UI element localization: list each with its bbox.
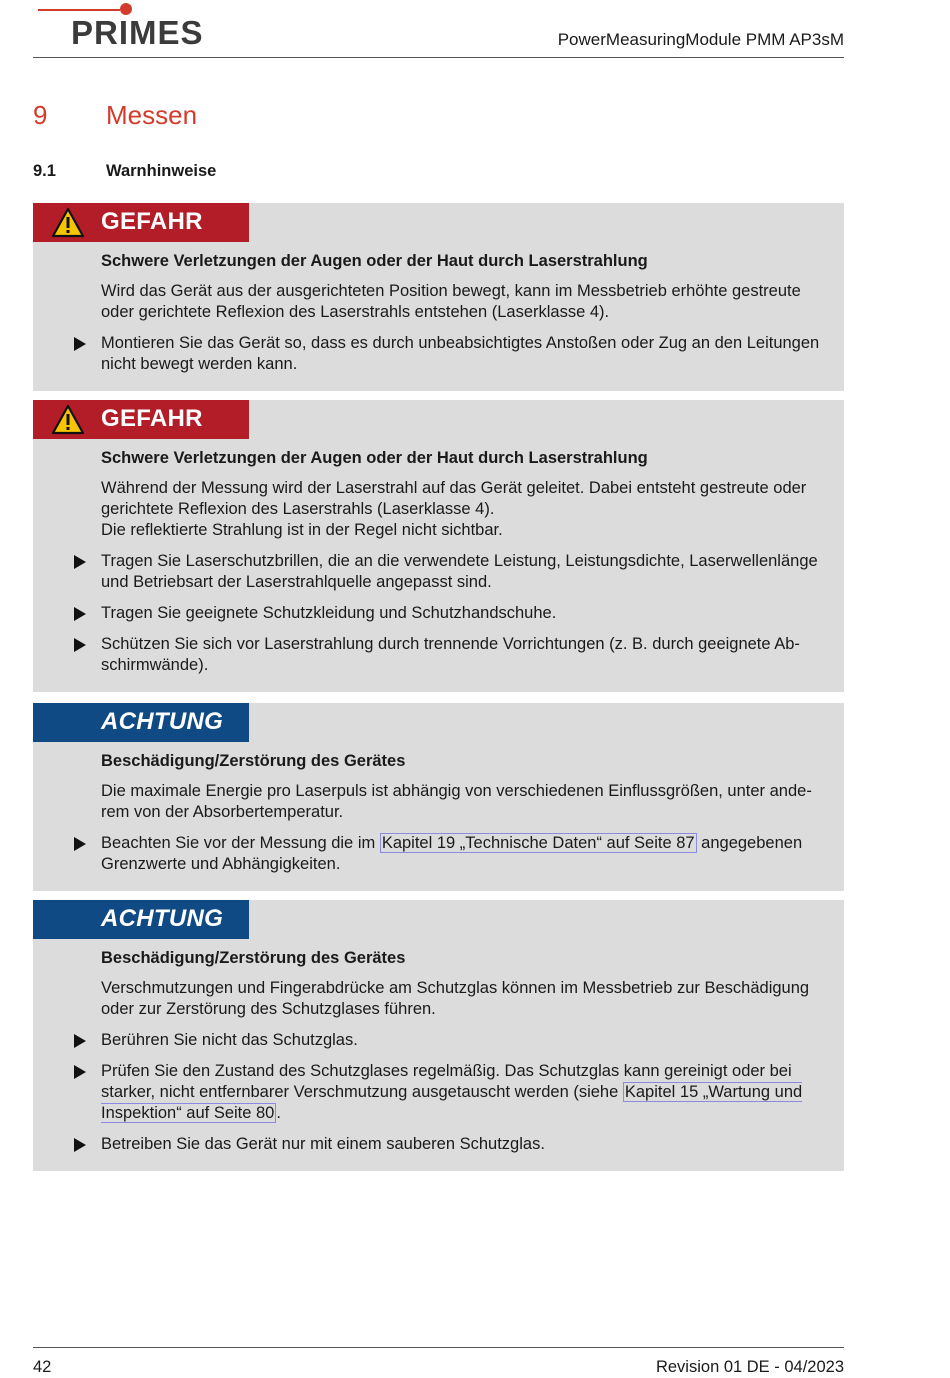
box-text: Wird das Gerät aus der ausgerichteten Position bewegt, kann im Messbetrieb erhöhte gestreute oder gerichtete Reflexion des Laserstrahls entstehen (Laserklasse 4). (101, 282, 801, 321)
signal-word: ACHTUNG (101, 905, 224, 932)
action-step (101, 1030, 836, 1051)
primes-logo (34, 0, 214, 50)
notice-box (33, 900, 844, 1171)
triangle-bullet-icon (74, 1138, 86, 1152)
chapter-number: 9 (33, 100, 48, 130)
step-text: . (276, 1104, 281, 1122)
triangle-bullet-icon (74, 607, 86, 621)
step-text: Berühren Sie nicht das Schutzglas. (101, 1031, 358, 1049)
chapter-title: Messen (106, 100, 198, 130)
signal-word: ACHTUNG (101, 708, 224, 735)
action-step (101, 833, 836, 875)
header-rule (33, 57, 844, 58)
action-step (101, 603, 836, 624)
box-text: Während der Messung wird der Laserstrahl auf das Gerät geleitet. Dabei entsteht gestreute oder gerichtete Reflexion des Laserstrahls (Laserklasse 4). Die reflektierte Strahlung ist in der Regel nicht sichtbar. (101, 479, 807, 539)
box-text: Verschmutzungen und Fingerabdrücke am Schutzglas können im Messbetrieb zur Beschädigung oder zur Zerstörung des Schutzglases führen. (101, 979, 810, 1018)
box-subheading: Beschädigung/Zerstörung des Gerätes (101, 949, 406, 967)
action-step (101, 1061, 836, 1124)
triangle-bullet-icon (74, 837, 86, 851)
action-step (101, 634, 836, 676)
signal-word: GEFAHR (101, 208, 203, 235)
triangle-bullet-icon (74, 1065, 86, 1079)
triangle-bullet-icon (74, 555, 86, 569)
action-step (101, 333, 836, 375)
step-text: Tragen Sie geeignete Schutzkleidung und Schutzhandschuhe. (101, 604, 557, 622)
triangle-bullet-icon (74, 638, 86, 652)
box-text: Die maximale Energie pro Laserpuls ist abhängig von verschiedenen Einflussgrößen, unter ande-rem von der Absorbertemperatur. (101, 782, 812, 821)
section-title: Warnhinweise (106, 162, 217, 180)
danger-signal (33, 203, 249, 242)
signal-word: GEFAHR (101, 405, 203, 432)
revision-info: Revision 01 DE - 04/2023 (655, 1358, 844, 1376)
step-text: Schützen Sie sich vor Laserstrahlung durch trennende Vorrichtungen (z. B. durch geeignete Ab-schirmwände). (101, 635, 800, 674)
triangle-bullet-icon (74, 337, 86, 351)
step-text: Betreiben Sie das Gerät nur mit einem sauberen Schutzglas. (101, 1135, 545, 1153)
notice-box (33, 703, 844, 891)
section-number: 9.1 (33, 162, 56, 180)
action-step (101, 1134, 836, 1155)
danger-box (33, 400, 844, 692)
chapter-15-link[interactable]: Kapitel 15 „Wartung und Inspektion“ auf Seite 80 (101, 1083, 803, 1122)
document-title: PowerMeasuringModule PMM AP3sM (557, 30, 844, 49)
box-subheading: Schwere Verletzungen der Augen oder der Haut durch Laserstrahlung (101, 449, 648, 467)
danger-box (33, 203, 844, 391)
warning-triangle-icon (51, 207, 85, 238)
logo-line (38, 9, 120, 11)
step-text: Prüfen Sie den Zustand des Schutzglases regelmäßig. Das Schutzglas kann gereinigt oder bei starker, nicht entfernbarer Verschmutzung ausgetauscht werden (siehe (101, 1062, 792, 1101)
step-text: Montieren Sie das Gerät so, dass es durch unbeabsichtigtes Anstoßen oder Zug an den Leitungen nicht bewegt werden kann. (101, 334, 820, 373)
logo-text: PRIMES (71, 14, 204, 51)
notice-signal (33, 900, 249, 939)
step-text: Beachten Sie vor der Messung die im (101, 834, 380, 852)
chapter-19-link[interactable]: Kapitel 19 „Technische Daten“ auf Seite 87 (381, 834, 695, 852)
action-step (101, 551, 836, 593)
box-subheading: Schwere Verletzungen der Augen oder der Haut durch Laserstrahlung (101, 252, 648, 270)
box-subheading: Beschädigung/Zerstörung des Gerätes (101, 752, 406, 770)
footer-rule (33, 1347, 844, 1348)
notice-signal (33, 703, 249, 742)
page-number: 42 (33, 1358, 52, 1376)
warning-triangle-icon (51, 404, 85, 435)
triangle-bullet-icon (74, 1034, 86, 1048)
step-text: Tragen Sie Laserschutzbrillen, die an die verwendete Leistung, Leistungsdichte, Laserwellenlänge und Betriebsart der Laserstrahlquelle angepasst sind. (101, 552, 818, 591)
step-text: angegebenen Grenzwerte und Abhängigkeiten. (101, 834, 803, 873)
danger-signal (33, 400, 249, 439)
